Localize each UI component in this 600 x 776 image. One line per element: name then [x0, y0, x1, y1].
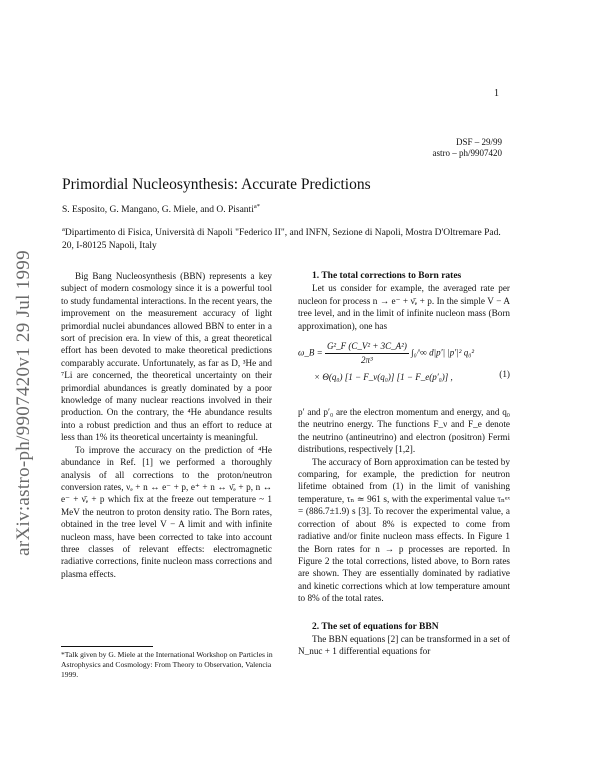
- section-2-heading: 2. The set of equations for BBN: [312, 621, 439, 632]
- archive-number: astro – ph/9907420: [432, 148, 502, 158]
- equation-integral: ∫₀^∞ d|p′| |p′|² q₀²: [411, 347, 475, 358]
- author-mark: a*: [253, 203, 260, 210]
- report-number-block: [433, 137, 503, 159]
- footnote: *Talk given by G. Miele at the International Workshop on Particles in Astrophysics and Cosmology: From Theory to Observation, Valencia 1999.: [61, 650, 273, 679]
- report-number: DSF – 29/99: [455, 137, 502, 147]
- section-2-paragraph: The BBN equations [2] can be transformed in a set of N_nuc + 1 differential equations for: [298, 633, 510, 657]
- section-1-heading: 1. The total corrections to Born rates: [312, 271, 462, 281]
- equation-explanation: p′ and p′₀ are the electron momentum and energy, and q₀ the neutrino energy. The functions F_ν and F_e denote the neutrino (antineutrino) and electron (positron) Fermi distributions, respectively [1,2].: [298, 407, 510, 455]
- affiliation: [62, 223, 502, 253]
- arxiv-sidebar: [6, 188, 42, 618]
- author-names: S. Esposito, G. Mangano, G. Miele, and O. Pisanti: [62, 205, 254, 216]
- equation-denominator: 2π³: [361, 355, 373, 366]
- arxiv-stamp: arXiv:astro-ph/9907420v1 29 Jul 1999: [13, 250, 34, 556]
- equation-line-1: [298, 340, 483, 367]
- section-1-paragraph-2: The accuracy of Born approximation can be tested by comparing, for example, the prediction for neutron lifetime obtained from (1) in the limit of vanishing temperature, τₙ ≃ 961 s, with the experimental value τₙᵉˣ = (886.7±1.9) s [3]. To recover the experimental value, a correction of about 8% is expected to come from radiative and/or finite nucleon mass effects. In Figure 1 the Born rates for n → p processes are reported. In Figure 2 the total corrections, listed above, to Born rates are shown. They are essentially dominated by radiative and kinetic corrections which at low temperature amount to 8% of the total rates.: [298, 456, 510, 604]
- left-column: [61, 270, 272, 580]
- paper-title: Primordial Nucleosynthesis: Accurate Predictions: [62, 176, 371, 193]
- author-list: [62, 203, 260, 215]
- equation-number: (1): [499, 369, 510, 380]
- equation-body: [298, 340, 483, 384]
- equation-1: [298, 340, 510, 400]
- abstract-paragraph-1: Big Bang Nucleosynthesis (BBN) represents a key subject of modern cosmology since it is a powerful tool to study fundamental interactions. In the recent years, the improvement on the measurement accuracy of light primordial nuclei abundances allowed BBN to enter in a sort of precision era. In view of this, a great theoretical effort has been devoted to make theoretical predictions comparably accurate. Unfortunately, as far as D, ³He and ⁷Li are concerned, the theoretical uncertainty on their primordial abundances is greatly dominated by a poor knowledge of many nuclear reactions involved in their production. On the contrary, the ⁴He abundance results into a robust prediction and thus an effort to reduce at less than 1% its theoretical uncertainty is meaningful.: [61, 271, 272, 443]
- equation-line-2: × Θ(q₀) [1 − F_ν(q₀)] [1 − F_e(p′₀)] ,: [314, 372, 453, 383]
- footnote-divider: [61, 646, 153, 647]
- affiliation-mark: a: [62, 226, 65, 233]
- equation-lhs: ω_B =: [298, 347, 323, 358]
- abstract-paragraph-2: To improve the accuracy on the prediction of ⁴He abundance in Ref. [1] we performed a thoroughly analysis of all corrections to the proton/neutron conversion rates, νₑ + n ↔ e⁻ + p, e⁺ + n ↔ ν̄ₑ + p, n ↔ e⁻ + ν̄ₑ + p which fix at the freeze out temperature ~ 1 MeV the neutron to proton density ratio. The Born rates, obtained in the tree level V − A limit and with infinite nucleon mass, have been corrected to take into account three classes of relevant effects: electromagnetic radiative corrections, finite nucleon mass corrections and plasma effects.: [61, 444, 272, 579]
- page-number: 1: [494, 88, 499, 99]
- right-column: [298, 270, 510, 658]
- equation-numerator: G²_F (C_V² + 3C_A²): [325, 340, 409, 354]
- affiliation-text: Dipartimento di Fisica, Università di Napoli "Federico II", and INFN, Sezione di Napoli, Mostra D'Oltremare Pad. 20, I-80125 Napoli, Italy: [62, 228, 501, 252]
- section-1-intro: Let us consider for example, the averaged rate per nucleon for process n → e⁻ + ν̄ₑ + p. In the simple V − A tree level, and in the limit of infinite nucleon mass (Born approximation), one has: [298, 283, 510, 331]
- equation-fraction: [325, 340, 409, 367]
